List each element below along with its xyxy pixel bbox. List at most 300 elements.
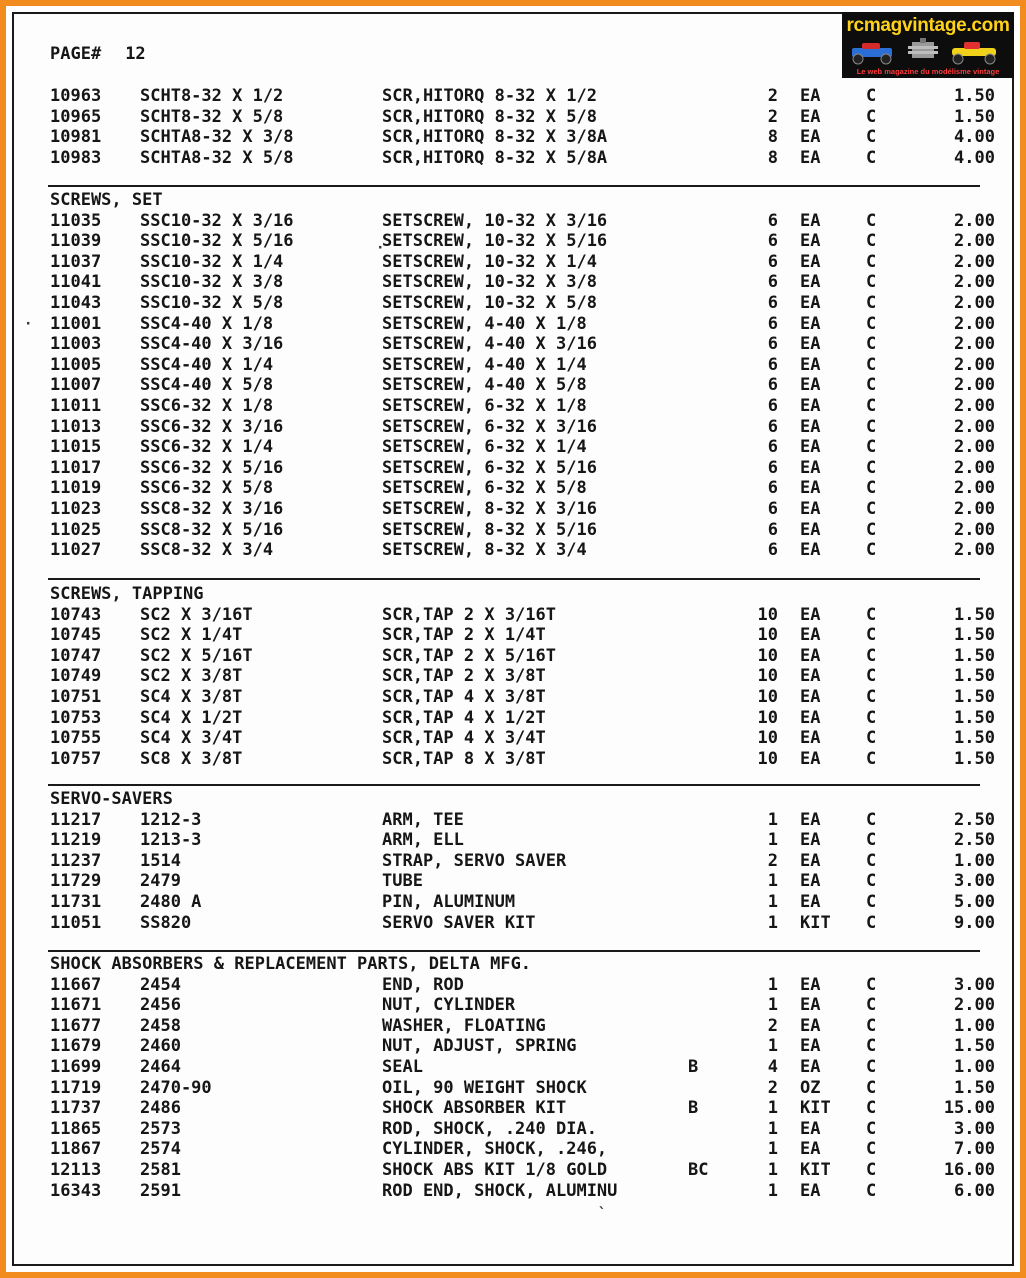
item-quantity: 1 — [767, 974, 778, 995]
item-description: SETSCREW, 4-40 X 5/8 — [382, 375, 587, 396]
item-status: C — [866, 334, 877, 355]
item-description: SCR,TAP 2 X 1/4T — [382, 625, 546, 646]
item-code: SSC4-40 X 5/8 — [140, 375, 274, 396]
item-unit: EA — [800, 499, 821, 519]
item-unit: EA — [800, 871, 821, 892]
part-number: 11671 — [50, 995, 102, 1016]
item-price: 9.00 — [954, 912, 995, 933]
section-title: SCREWS, TAPPING — [50, 584, 204, 604]
item-quantity: 10 — [757, 604, 778, 625]
part-number: 11737 — [50, 1098, 102, 1119]
item-status: C — [866, 437, 877, 458]
item-quantity: 1 — [767, 1098, 778, 1119]
item-status: C — [866, 519, 877, 540]
scan-speck: ` — [598, 1206, 607, 1222]
item-description: SETSCREW, 10-32 X 3/8 — [382, 272, 597, 293]
item-status: C — [866, 1036, 877, 1057]
part-number: 11025 — [50, 519, 102, 540]
item-quantity: 6 — [767, 272, 778, 293]
item-price: 2.50 — [954, 830, 995, 851]
item-code: SC2 X 3/16T — [140, 604, 253, 625]
item-price: 1.50 — [954, 86, 995, 106]
item-description: SCR,HITORQ 8-32 X 5/8A — [382, 147, 608, 168]
item-description: SCR,HITORQ 8-32 X 5/8 — [382, 106, 597, 127]
item-code: SCHT8-32 X 1/2 — [140, 86, 284, 106]
item-price: 2.00 — [954, 313, 995, 334]
item-flag: B — [688, 1057, 699, 1077]
item-quantity: 6 — [767, 313, 778, 334]
section-divider — [48, 950, 980, 952]
item-price: 1.50 — [954, 748, 995, 769]
part-number: 10965 — [50, 106, 102, 127]
item-status: C — [866, 748, 877, 769]
item-quantity: 2 — [767, 106, 778, 127]
item-code: SSC6-32 X 5/8 — [140, 478, 274, 499]
item-status: C — [866, 313, 877, 334]
item-quantity: 10 — [757, 748, 778, 769]
item-unit: KIT — [800, 1160, 831, 1180]
part-number: 10755 — [50, 728, 102, 749]
item-status: C — [866, 251, 877, 272]
item-quantity: 1 — [767, 892, 778, 912]
item-price: 2.00 — [954, 457, 995, 478]
item-status: C — [866, 995, 877, 1016]
item-status: C — [866, 272, 877, 293]
item-description: SETSCREW, 8-32 X 3/16 — [382, 499, 597, 519]
item-code: SCHTA8-32 X 3/8 — [140, 127, 294, 148]
item-code: 2573 — [140, 1118, 181, 1139]
item-description: NUT, ADJUST, SPRING — [382, 1036, 577, 1057]
item-unit: EA — [800, 540, 821, 561]
item-code: SSC8-32 X 3/4 — [140, 540, 274, 561]
item-description: SETSCREW, 10-32 X 5/16 — [382, 231, 608, 252]
item-unit: EA — [800, 231, 821, 252]
item-code: 2479 — [140, 871, 181, 892]
item-price: 4.00 — [954, 127, 995, 148]
part-number: 11699 — [50, 1057, 102, 1077]
item-status: C — [866, 625, 877, 646]
part-number: 11023 — [50, 499, 102, 519]
item-status: C — [866, 499, 877, 519]
item-quantity: 6 — [767, 231, 778, 252]
item-code: 2581 — [140, 1160, 181, 1180]
part-number: 10749 — [50, 666, 102, 687]
item-status: C — [866, 210, 877, 231]
item-unit: EA — [800, 375, 821, 396]
item-price: 1.50 — [954, 625, 995, 646]
item-unit: EA — [800, 437, 821, 458]
item-code: SC4 X 3/4T — [140, 728, 243, 749]
item-description: SCR,TAP 4 X 3/8T — [382, 687, 546, 707]
logo-title: rcmagvintage.com — [846, 15, 1010, 36]
item-unit: EA — [800, 604, 821, 625]
item-quantity: 6 — [767, 396, 778, 416]
part-number: 11237 — [50, 850, 102, 871]
item-description: SCR,TAP 2 X 5/16T — [382, 645, 556, 666]
item-unit: EA — [800, 1118, 821, 1139]
item-status: C — [866, 850, 877, 871]
part-number: 11039 — [50, 231, 102, 252]
item-quantity: 4 — [767, 1057, 778, 1077]
item-description: SETSCREW, 6-32 X 5/8 — [382, 478, 587, 499]
item-unit: EA — [800, 995, 821, 1016]
item-description: SHOCK ABSORBER KIT — [382, 1098, 567, 1119]
item-quantity: 6 — [767, 540, 778, 561]
item-unit: KIT — [800, 912, 831, 933]
part-number: 11005 — [50, 354, 102, 375]
item-price: 2.00 — [954, 354, 995, 375]
part-number: 11217 — [50, 809, 102, 830]
item-price: 1.00 — [954, 1015, 995, 1036]
item-quantity: 10 — [757, 707, 778, 728]
item-status: C — [866, 604, 877, 625]
part-number: 11051 — [50, 912, 102, 933]
item-code: SC2 X 3/8T — [140, 666, 243, 687]
item-description: SCR,TAP 2 X 3/8T — [382, 666, 546, 687]
item-description: SCR,TAP 2 X 3/16T — [382, 604, 556, 625]
item-quantity: 6 — [767, 293, 778, 313]
item-unit: EA — [800, 293, 821, 313]
item-description: SETSCREW, 4-40 X 1/4 — [382, 354, 587, 375]
item-status: C — [866, 974, 877, 995]
part-number: 11013 — [50, 416, 102, 437]
item-code: SS820 — [140, 912, 192, 933]
item-price: 1.50 — [954, 1077, 995, 1098]
section-title: SCREWS, SET — [50, 190, 163, 210]
part-number: 11011 — [50, 396, 102, 416]
item-quantity: 1 — [767, 1180, 778, 1201]
item-code: SSC6-32 X 5/16 — [140, 457, 284, 478]
item-quantity: 1 — [767, 1139, 778, 1160]
item-unit: EA — [800, 748, 821, 769]
item-unit: EA — [800, 707, 821, 728]
item-quantity: 6 — [767, 416, 778, 437]
item-price: 2.00 — [954, 272, 995, 293]
item-unit: EA — [800, 334, 821, 355]
item-price: 2.00 — [954, 334, 995, 355]
part-number: 16343 — [50, 1180, 102, 1201]
item-code: SSC6-32 X 3/16 — [140, 416, 284, 437]
item-description: SETSCREW, 10-32 X 1/4 — [382, 251, 597, 272]
item-quantity: 6 — [767, 437, 778, 458]
item-status: C — [866, 1077, 877, 1098]
item-status: C — [866, 707, 877, 728]
item-quantity: 10 — [757, 645, 778, 666]
item-status: C — [866, 106, 877, 127]
item-unit: EA — [800, 251, 821, 272]
rc-vehicles-icon — [848, 38, 1008, 66]
item-unit: EA — [800, 396, 821, 416]
item-code: 2454 — [140, 974, 181, 995]
part-number: 11003 — [50, 334, 102, 355]
part-number: 11219 — [50, 830, 102, 851]
item-description: SETSCREW, 6-32 X 5/16 — [382, 457, 597, 478]
item-code: SSC10-32 X 1/4 — [140, 251, 284, 272]
item-status: C — [866, 1118, 877, 1139]
item-description: SETSCREW, 6-32 X 3/16 — [382, 416, 597, 437]
item-quantity: 1 — [767, 809, 778, 830]
part-number: 11043 — [50, 293, 102, 313]
item-description: STRAP, SERVO SAVER — [382, 850, 567, 871]
item-code: SC8 X 3/8T — [140, 748, 243, 769]
item-unit: KIT — [800, 1098, 831, 1119]
item-code: 2456 — [140, 995, 181, 1016]
item-unit: EA — [800, 728, 821, 749]
item-description: SETSCREW, 10-32 X 5/8 — [382, 293, 597, 313]
item-price: 1.50 — [954, 666, 995, 687]
item-price: 2.00 — [954, 478, 995, 499]
part-number: 11679 — [50, 1036, 102, 1057]
item-code: 1514 — [140, 850, 181, 871]
item-unit: EA — [800, 687, 821, 707]
item-unit: EA — [800, 457, 821, 478]
item-quantity: 2 — [767, 850, 778, 871]
item-price: 1.50 — [954, 687, 995, 707]
item-description: OIL, 90 WEIGHT SHOCK — [382, 1077, 587, 1098]
item-unit: EA — [800, 1057, 821, 1077]
part-number: 12113 — [50, 1160, 102, 1180]
item-unit: EA — [800, 272, 821, 293]
part-number: 10743 — [50, 604, 102, 625]
item-description: SETSCREW, 10-32 X 3/16 — [382, 210, 608, 231]
part-number: 10751 — [50, 687, 102, 707]
part-number: 11037 — [50, 251, 102, 272]
item-unit: EA — [800, 645, 821, 666]
item-status: C — [866, 666, 877, 687]
item-description: SETSCREW, 4-40 X 3/16 — [382, 334, 597, 355]
item-status: C — [866, 457, 877, 478]
item-description: SETSCREW, 4-40 X 1/8 — [382, 313, 587, 334]
item-code: SSC10-32 X 5/8 — [140, 293, 284, 313]
item-unit: EA — [800, 519, 821, 540]
part-number: 11729 — [50, 871, 102, 892]
item-unit: EA — [800, 147, 821, 168]
item-price: 2.00 — [954, 540, 995, 561]
item-description: ROD, SHOCK, .240 DIA. — [382, 1118, 597, 1139]
item-description: CYLINDER, SHOCK, .246, — [382, 1139, 608, 1160]
item-status: C — [866, 416, 877, 437]
part-number: 11667 — [50, 974, 102, 995]
item-unit: EA — [800, 850, 821, 871]
item-price: 3.00 — [954, 1118, 995, 1139]
item-description: ARM, ELL — [382, 830, 464, 851]
item-status: C — [866, 1180, 877, 1201]
item-price: 1.00 — [954, 1057, 995, 1077]
logo-tagline: Le web magazine du modélisme vintage — [856, 67, 1000, 76]
item-quantity: 6 — [767, 210, 778, 231]
item-status: C — [866, 1139, 877, 1160]
item-unit: EA — [800, 666, 821, 687]
item-description: SCR,TAP 4 X 1/2T — [382, 707, 546, 728]
item-quantity: 6 — [767, 457, 778, 478]
item-unit: EA — [800, 1139, 821, 1160]
page-header — [50, 44, 146, 64]
item-unit: EA — [800, 354, 821, 375]
item-quantity: 8 — [767, 127, 778, 148]
item-code: 1213-3 — [140, 830, 202, 851]
item-unit: EA — [800, 416, 821, 437]
item-price: 16.00 — [943, 1160, 995, 1180]
item-unit: EA — [800, 1036, 821, 1057]
item-unit: EA — [800, 1015, 821, 1036]
item-quantity: 6 — [767, 375, 778, 396]
item-status: C — [866, 1015, 877, 1036]
item-price: 1.50 — [954, 604, 995, 625]
item-description: WASHER, FLOATING — [382, 1015, 546, 1036]
scan-speck: · — [24, 316, 33, 332]
item-quantity: 6 — [767, 334, 778, 355]
item-code: SC2 X 1/4T — [140, 625, 243, 646]
item-status: C — [866, 1160, 877, 1180]
item-quantity: 6 — [767, 519, 778, 540]
item-status: C — [866, 809, 877, 830]
item-code: SSC4-40 X 1/4 — [140, 354, 274, 375]
item-code: SCHT8-32 X 5/8 — [140, 106, 284, 127]
item-price: 2.00 — [954, 231, 995, 252]
item-quantity: 1 — [767, 1160, 778, 1180]
part-number: 10981 — [50, 127, 102, 148]
item-status: C — [866, 830, 877, 851]
item-price: 2.00 — [954, 293, 995, 313]
item-description: SERVO SAVER KIT — [382, 912, 536, 933]
item-status: C — [866, 728, 877, 749]
item-price: 2.00 — [954, 499, 995, 519]
item-description: SETSCREW, 8-32 X 3/4 — [382, 540, 587, 561]
item-price: 4.00 — [954, 147, 995, 168]
item-code: SSC10-32 X 3/8 — [140, 272, 284, 293]
item-quantity: 10 — [757, 666, 778, 687]
part-number: 10753 — [50, 707, 102, 728]
item-unit: OZ — [800, 1077, 821, 1098]
item-quantity: 1 — [767, 912, 778, 933]
item-flag: BC — [688, 1160, 709, 1180]
item-unit: EA — [800, 809, 821, 830]
item-price: 2.00 — [954, 251, 995, 272]
item-quantity: 2 — [767, 86, 778, 106]
item-description: SETSCREW, 6-32 X 1/4 — [382, 437, 587, 458]
item-code: 2458 — [140, 1015, 181, 1036]
item-price: 5.00 — [954, 892, 995, 912]
part-number: 11007 — [50, 375, 102, 396]
part-number: 11867 — [50, 1139, 102, 1160]
item-unit: EA — [800, 106, 821, 127]
part-number: 11719 — [50, 1077, 102, 1098]
item-unit: EA — [800, 86, 821, 106]
item-code: SSC8-32 X 5/16 — [140, 519, 284, 540]
item-quantity: 1 — [767, 830, 778, 851]
item-unit: EA — [800, 313, 821, 334]
item-quantity: 1 — [767, 1118, 778, 1139]
item-status: C — [866, 645, 877, 666]
item-price: 2.00 — [954, 375, 995, 396]
item-quantity: 10 — [757, 625, 778, 646]
item-price: 3.00 — [954, 974, 995, 995]
part-number: 10745 — [50, 625, 102, 646]
item-description: SCR,TAP 8 X 3/8T — [382, 748, 546, 769]
item-status: C — [866, 1098, 877, 1119]
part-number: 11017 — [50, 457, 102, 478]
item-quantity: 6 — [767, 478, 778, 499]
item-price: 2.00 — [954, 210, 995, 231]
site-logo[interactable] — [842, 12, 1014, 78]
item-code: SSC8-32 X 3/16 — [140, 499, 284, 519]
scan-speck: · — [376, 240, 385, 256]
page-label: PAGE# — [50, 44, 102, 64]
item-code: 1212-3 — [140, 809, 202, 830]
item-price: 1.50 — [954, 707, 995, 728]
item-status: C — [866, 871, 877, 892]
item-price: 2.00 — [954, 396, 995, 416]
item-status: C — [866, 354, 877, 375]
item-description: SETSCREW, 6-32 X 1/8 — [382, 396, 587, 416]
item-status: C — [866, 687, 877, 707]
item-unit: EA — [800, 830, 821, 851]
item-code: SSC10-32 X 5/16 — [140, 231, 294, 252]
item-quantity: 6 — [767, 251, 778, 272]
part-number: 10747 — [50, 645, 102, 666]
item-status: C — [866, 147, 877, 168]
section-divider — [48, 185, 980, 187]
item-code: 2486 — [140, 1098, 181, 1119]
item-quantity: 10 — [757, 687, 778, 707]
item-code: SC2 X 5/16T — [140, 645, 253, 666]
item-description: SEAL — [382, 1057, 423, 1077]
item-status: C — [866, 1057, 877, 1077]
item-description: ROD END, SHOCK, ALUMINU — [382, 1180, 618, 1201]
item-price: 3.00 — [954, 871, 995, 892]
item-quantity: 8 — [767, 147, 778, 168]
item-status: C — [866, 396, 877, 416]
item-code: SSC4-40 X 3/16 — [140, 334, 284, 355]
item-quantity: 6 — [767, 499, 778, 519]
item-unit: EA — [800, 210, 821, 231]
item-price: 2.00 — [954, 437, 995, 458]
section-title: SHOCK ABSORBERS & REPLACEMENT PARTS, DELTA MFG. — [50, 954, 532, 974]
item-description: SCR,TAP 4 X 3/4T — [382, 728, 546, 749]
item-code: 2460 — [140, 1036, 181, 1057]
item-code: SSC10-32 X 3/16 — [140, 210, 294, 231]
item-quantity: 1 — [767, 1036, 778, 1057]
item-code: SSC6-32 X 1/4 — [140, 437, 274, 458]
item-price: 1.50 — [954, 728, 995, 749]
item-unit: EA — [800, 892, 821, 912]
item-quantity: 10 — [757, 728, 778, 749]
item-status: C — [866, 912, 877, 933]
item-price: 1.50 — [954, 1036, 995, 1057]
item-price: 1.50 — [954, 645, 995, 666]
item-price: 2.50 — [954, 809, 995, 830]
item-status: C — [866, 86, 877, 106]
item-code: 2480 A — [140, 892, 202, 912]
item-code: SC4 X 3/8T — [140, 687, 243, 707]
item-description: SETSCREW, 8-32 X 5/16 — [382, 519, 597, 540]
page-number: 12 — [125, 44, 146, 64]
item-status: C — [866, 892, 877, 912]
part-number: 11035 — [50, 210, 102, 231]
item-price: 1.50 — [954, 106, 995, 127]
item-quantity: 2 — [767, 1015, 778, 1036]
item-code: 2464 — [140, 1057, 181, 1077]
section-divider — [48, 578, 980, 580]
item-code: SSC4-40 X 1/8 — [140, 313, 274, 334]
item-unit: EA — [800, 1180, 821, 1201]
item-code: 2591 — [140, 1180, 181, 1201]
part-number: 11041 — [50, 272, 102, 293]
item-description: ARM, TEE — [382, 809, 464, 830]
part-number: 11865 — [50, 1118, 102, 1139]
item-quantity: 1 — [767, 871, 778, 892]
item-status: C — [866, 540, 877, 561]
